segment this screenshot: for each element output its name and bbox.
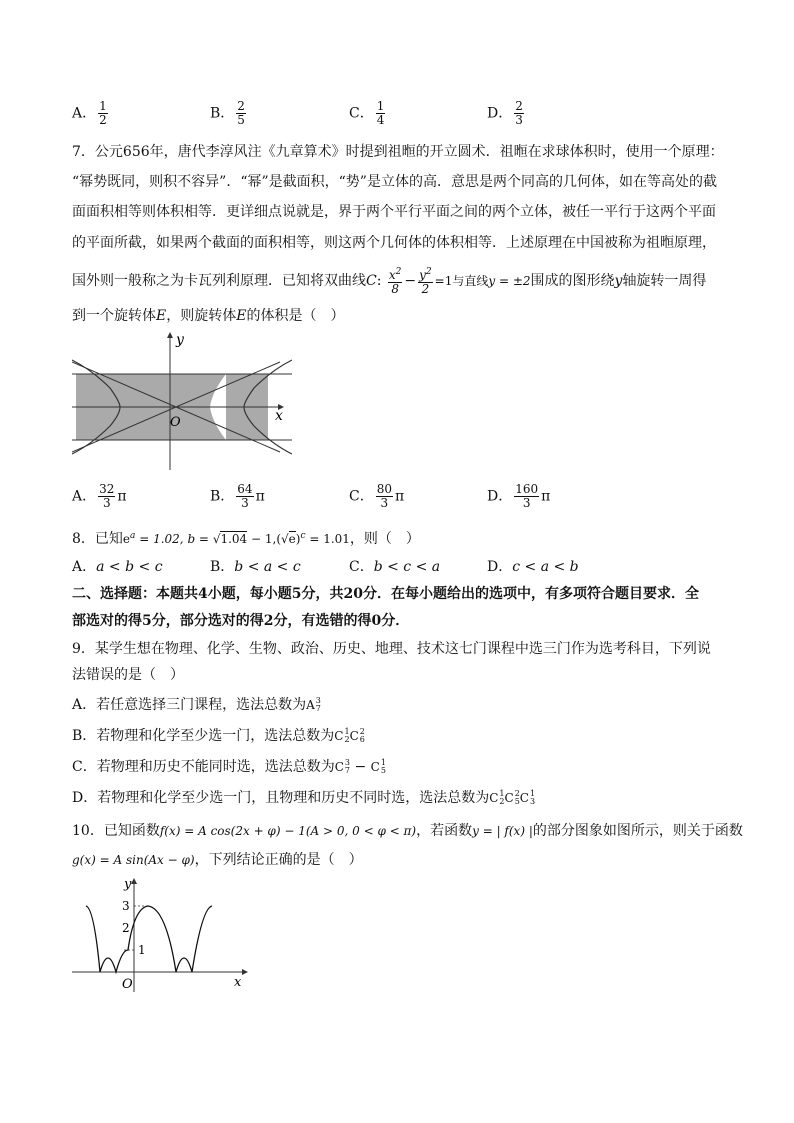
q9-option-d: D．若物理和化学至少选一门，且物理和历史不同时选，选法总数为C 1 2 C 2 5 C 1 3 [72, 789, 536, 806]
q10-tick-2: 2 [122, 921, 130, 935]
q9-line-1: 9．某学生想在物理、化学、生物、政治、历史、地理、技术这七门课程中选三门作为选考科目，下列说 [72, 641, 711, 657]
q7-figure-y-label: y [176, 332, 184, 348]
q10-tick-1: 1 [138, 943, 146, 957]
q7-line-5: 国外则一般称之为卡瓦列利原理．已知将双曲线C: $\frac{x^2}{8}$ − $\frac{y^2}{2}$ =1与直线y = ±2围成的图形绕y轴旋转一周得 [72, 267, 707, 296]
q8-option-d: D．c < a < b [487, 559, 579, 575]
q9-line-2: 法错误的是（ ） [72, 667, 184, 683]
q10-curve [86, 906, 212, 972]
q10-figure-y-label: y [124, 877, 132, 892]
q10-line-1: 10．已知函数f(x) = A cos(2x + φ) − 1(A > 0, 0 < φ < π)，若函数y = | f(x) |的部分图象如图所示，则关于函数 [72, 823, 743, 839]
q6-option-d: D． $\frac{2}{3}$ [487, 99, 523, 127]
q6-option-b: B． $\frac{2}{5}$ [210, 99, 245, 127]
q9-option-a: A．若任意选择三门课程，选法总数为A 3 7 [72, 696, 321, 713]
q7-option-a: A． $\frac{32}{3}$ π [72, 482, 127, 510]
q9-option-c: C．若物理和历史不能同时选，选法总数为C 3 7 − C 1 5 [72, 758, 386, 775]
q7-option-b: B． $\frac{64}{3}$ π [210, 482, 265, 510]
section2-line-2: 部选对的得5分，部分选对的得2分，有选错的得0分． [72, 613, 410, 629]
q10-function-figure [72, 874, 252, 994]
q8-option-a: A．a < b < c [72, 559, 163, 575]
q10-figure-origin-label: O [122, 977, 133, 992]
q7-line-1: 7．公元656年，唐代李淳风注《九章算术》时提到祖暅的开立圆术．祖暅在求球体积时，使用一个原理： [72, 144, 724, 160]
q6-option-c: C． $\frac{1}{4}$ [349, 99, 385, 127]
q10-tick-3: 3 [122, 899, 130, 913]
q10-line-2: g(x) = A sin(Ax − φ)，下列结论正确的是（ ） [72, 852, 363, 868]
section2-line-1: 二、选择题：本题共4小题，每小题5分，共20分．在每小题给出的选项中，有多项符合题目要求．全 [72, 586, 699, 602]
q7-line-3: 面面积相等则体积相等．更详细点说就是，界于两个平行平面之间的两个立体，被任一平行于这两个平面 [72, 204, 716, 220]
q7-figure-x-label: x [275, 408, 283, 424]
q10-figure-x-label: x [234, 975, 242, 990]
q8-option-c: C．b < c < a [349, 559, 441, 575]
q7-hyperbola-figure [72, 330, 292, 472]
q7-line-2: “幂势既同，则积不容异”．“幂”是截面积，“势”是立体的高．意思是两个同高的几何体，如在等高处的截 [72, 174, 717, 190]
q6-option-a: A． $\frac{1}{2}$ [72, 99, 107, 127]
q9-option-b: B．若物理和化学至少选一门，选法总数为C 1 2 C 2 6 [72, 727, 365, 744]
q7-option-c: C． $\frac{80}{3}$ π [349, 482, 405, 510]
q7-figure-origin-label: O [170, 415, 181, 430]
q7-line-4: 的平面所截，如果两个截面的面积相等，则这两个几何体的体积相等．上述原理在中国被称为祖暅原理， [72, 235, 716, 251]
q8-option-b: B．b < a < c [210, 559, 301, 575]
q7-option-d: D． $\frac{160}{3}$ π [487, 482, 551, 510]
q8-stem: 8．已知$e^a = 1.02$, $b = √1.04 - 1,(√e)^c = 1.01$，则（ ） [72, 531, 420, 547]
q7-line-6: 到一个旋转体E，则旋转体E的体积是（ ） [72, 308, 345, 324]
